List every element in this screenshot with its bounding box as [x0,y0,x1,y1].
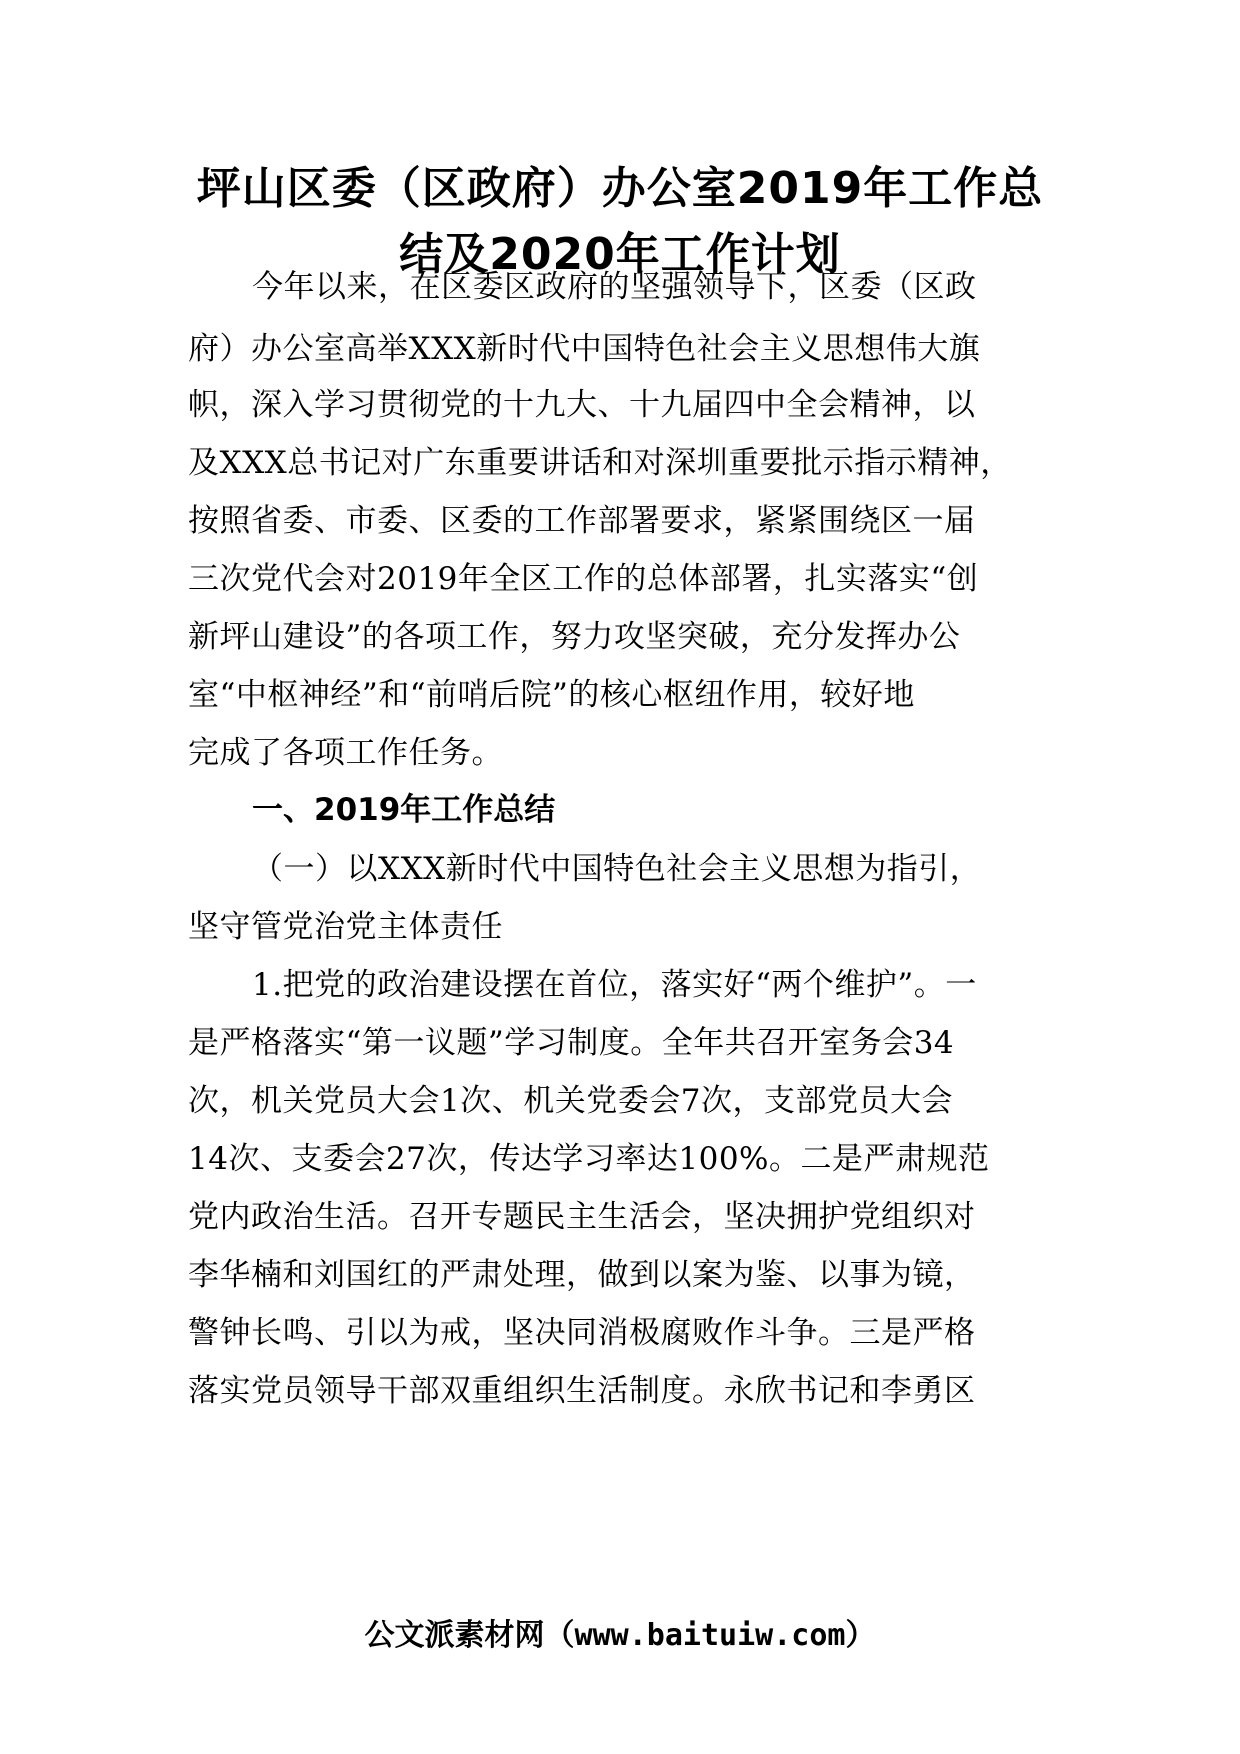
document-title-line-1: 坪山区委（区政府）办公室2019年工作总 [196,163,1044,214]
paragraph-line: 次，机关党员大会1次、机关党委会7次，支部党员大会 [188,1083,953,1119]
intro-line: 三次党代会对2019年全区工作的总体部署，扎实落实“创 [188,561,979,597]
intro-line: 今年以来，在区委区政府的坚强领导下，区委（区政 [252,269,977,305]
paragraph-line: 党内政治生活。召开专题民主生活会，坚决拥护党组织对 [188,1199,976,1235]
paragraph-line: 14次、支委会27次，传达学习率达100%。二是严肃规范 [188,1141,990,1177]
footer-source: 公文派素材网（www.baituiw.com） [364,1618,876,1653]
intro-line: 室“中枢神经”和“前哨后院”的核心枢纽作用，较好地 [188,677,915,713]
paragraph-line: 1.把党的政治建设摆在首位，落实好“两个维护”。一 [252,967,977,1003]
intro-line: 及XXX总书记对广东重要讲话和对深圳重要批示指示精神， [188,445,1012,481]
intro-line: 按照省委、市委、区委的工作部署要求，紧紧围绕区一届 [188,503,976,539]
intro-line: 完成了各项工作任务。 [188,735,503,771]
paragraph-line: 警钟长鸣、引以为戒，坚决同消极腐败作斗争。三是严格 [188,1315,976,1351]
paragraph-line: 落实党员领导干部双重组织生活制度。永欣书记和李勇区 [188,1373,976,1409]
section-heading: 一、2019年工作总结 [252,792,556,828]
subsection-heading-line: （一）以XXX新时代中国特色社会主义思想为指引， [252,851,982,887]
paragraph-line: 是严格落实“第一议题”学习制度。全年共召开室务会34 [188,1025,955,1061]
document-title-line-2: 结及2020年工作计划 [399,229,841,280]
subsection-heading-line: 坚守管党治党主体责任 [188,909,503,945]
intro-line: 帜，深入学习贯彻党的十九大、十九届四中全会精神，以 [188,387,976,423]
intro-line: 新坪山建设”的各项工作，努力攻坚突破，充分发挥办公 [188,619,961,655]
paragraph-line: 李华楠和刘国红的严肃处理，做到以案为鉴、以事为镜， [188,1257,976,1293]
intro-line: 府）办公室高举XXX新时代中国特色社会主义思想伟大旗 [188,331,981,367]
